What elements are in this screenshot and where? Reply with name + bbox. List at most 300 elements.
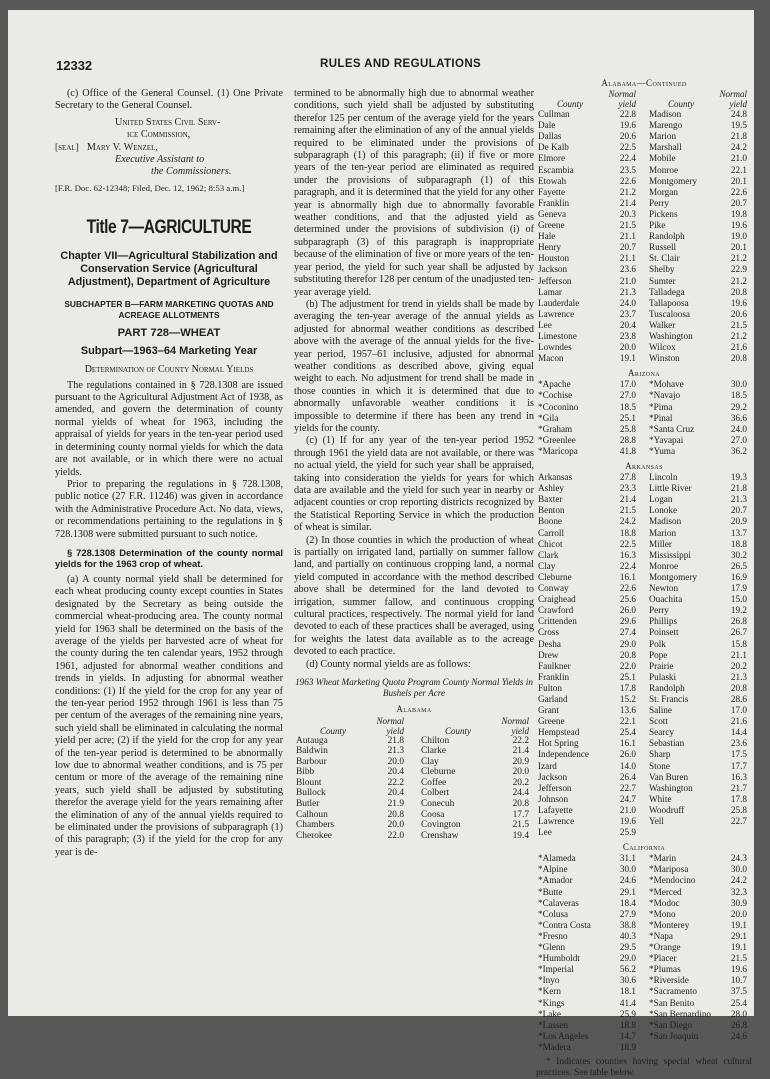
table-column-header: County Normal yield [445, 715, 529, 736]
county-name: Jefferson [538, 275, 572, 286]
table-row [536, 639, 641, 650]
normal-yield-value: 41.4 [619, 997, 636, 1008]
normal-yield-value: 20.8 [619, 649, 636, 660]
county-name: Russell [649, 242, 677, 253]
table-row [536, 772, 641, 783]
table-row [647, 998, 752, 1009]
county-name: Coffee [421, 777, 447, 788]
normal-yield-value: 16.3 [619, 549, 636, 560]
county-name: *San Diego [649, 1019, 693, 1030]
county-name: Cleburne [538, 571, 572, 582]
normal-yield-value: 15.2 [619, 693, 636, 704]
table-row [536, 424, 641, 435]
normal-yield-value: 19.2 [730, 605, 747, 616]
county-name: Randolph [649, 231, 685, 242]
table-row [647, 472, 752, 483]
table-row [647, 424, 752, 435]
table-row [647, 253, 752, 264]
county-name: Crawford [538, 605, 574, 616]
normal-yield-value: 26.4 [619, 771, 636, 782]
county-name: Lowndes [538, 342, 572, 353]
normal-yield-value: 17.0 [619, 379, 636, 390]
table-row [647, 931, 752, 942]
county-name: *Lake [538, 1008, 561, 1019]
county-name: Grant [538, 705, 559, 716]
county-name: St. Francis [649, 693, 689, 704]
normal-yield-value: 18.4 [619, 897, 636, 908]
normal-yield-value: 19.5 [730, 120, 747, 131]
normal-yield-value: 21.5 [619, 220, 636, 231]
county-name: Pike [649, 220, 666, 231]
county-name: Marion [649, 131, 677, 142]
table-row [647, 209, 752, 220]
normal-yield-value: 24.4 [512, 788, 529, 799]
table-row [536, 716, 641, 727]
normal-yield-value: 21.5 [619, 505, 636, 516]
table-row [647, 694, 752, 705]
normal-yield-value: 21.4 [619, 197, 636, 208]
normal-yield-value: 24.2 [619, 516, 636, 527]
table-row [536, 494, 641, 505]
normal-yield-value: 22.5 [619, 142, 636, 153]
county-name: Hempstead [538, 727, 580, 738]
normal-yield-value: 13.7 [730, 527, 747, 538]
state-heading-california: California [622, 842, 666, 853]
county-name: *Alameda [538, 853, 576, 864]
table-row [647, 142, 752, 153]
county-name: *San Bernardino [649, 1008, 712, 1019]
normal-yield-value: 25.1 [619, 412, 636, 423]
county-name: Shelby [649, 264, 675, 275]
county-name: Washington [649, 330, 693, 341]
normal-yield-value: 17.5 [730, 749, 747, 760]
normal-yield-value: 19.6 [730, 297, 747, 308]
county-name: *San Joaquin [649, 1030, 699, 1041]
county-name: *Merced [649, 886, 682, 897]
table-row [419, 831, 534, 842]
county-name: Clay [538, 560, 556, 571]
county-name: Ashley [538, 483, 565, 494]
normal-yield-value: 27.4 [619, 627, 636, 638]
normal-yield-value: 37.5 [730, 986, 747, 997]
county-name: Poinsett [649, 627, 679, 638]
county-name: Montgomery [649, 571, 697, 582]
signature-name: Mary V. Wenzel, [86, 141, 158, 153]
table-row [536, 727, 641, 738]
county-name: *Imperial [538, 964, 574, 975]
normal-yield-value: 22.8 [619, 109, 636, 120]
county-name: White [649, 793, 672, 804]
county-name: Clark [538, 549, 559, 560]
normal-yield-value: 20.7 [730, 505, 747, 516]
table-row [294, 757, 409, 768]
table-row [536, 402, 641, 413]
normal-yield-value: 30.0 [730, 864, 747, 875]
county-name: Prairie [649, 660, 674, 671]
county-name: Monroe [649, 164, 679, 175]
arkansas-table [536, 472, 752, 838]
county-name: *San Benito [649, 997, 695, 1008]
county-name: Lincoln [649, 472, 678, 483]
table-column-header: County Normal yield [557, 89, 636, 110]
normal-yield-value: 19.4 [512, 830, 529, 841]
county-name: *Apache [538, 379, 571, 390]
county-name: Covington [421, 820, 461, 831]
table-row [536, 342, 641, 353]
paragraph-c2: (2) In those counties in which the production of wheat is partially on irrigated land, partially on summer fallow land, and partially on continuous cropping land, a normal yield computed in accordance with the method described above shall be determined for the land devoted to irrigation, summer fallow, and continuous cropping cultural practices, respectively. The normal yield for land devoted to each of these practices shall be averaged, using for weights the latest data available as to the acreage devoted to each practice. [294, 534, 534, 658]
county-name: Bullock [296, 788, 326, 799]
county-name: Searcy [649, 727, 674, 738]
table-row [536, 794, 641, 805]
normal-yield-value: 20.0 [387, 820, 404, 831]
table-row [536, 1020, 641, 1031]
normal-yield-value: 19.1 [619, 353, 636, 364]
normal-yield-value: 25.9 [619, 827, 636, 838]
table-row [647, 650, 752, 661]
county-name: Colbert [421, 788, 450, 799]
table-row [647, 898, 752, 909]
normal-yield-value: 30.0 [619, 864, 636, 875]
table-row [647, 165, 752, 176]
table-row [647, 953, 752, 964]
county-name: Dale [538, 120, 556, 131]
county-name: *Marin [649, 853, 677, 864]
county-name: Johnson [538, 793, 569, 804]
normal-yield-value: 29.6 [619, 616, 636, 627]
normal-yield-value: 21.1 [619, 231, 636, 242]
normal-yield-value: 19.6 [730, 220, 747, 231]
normal-yield-value: 20.8 [730, 682, 747, 693]
normal-yield-value: 30.9 [730, 897, 747, 908]
title-heading: Title 7—AGRICULTURE [86, 216, 252, 238]
county-name: Logan [649, 494, 673, 505]
table-row [647, 627, 752, 638]
normal-yield-value: 20.0 [387, 756, 404, 767]
table-row [536, 264, 641, 275]
county-name: Fayette [538, 186, 566, 197]
county-name: Perry [649, 605, 669, 616]
chapter-heading: Chapter VII—Agricultural Stabilization and Conservation Service (Agricultural Adjustment), Department of Agriculture [60, 249, 278, 288]
county-name: *Kings [538, 997, 565, 1008]
california-table [536, 853, 752, 1053]
table-row [647, 528, 752, 539]
county-name: Ouachita [649, 594, 683, 605]
county-name: Escambia [538, 164, 574, 175]
normal-yield-value: 14.4 [730, 727, 747, 738]
county-name: *Mohave [649, 379, 684, 390]
normal-yield-value: 18.9 [619, 1041, 636, 1052]
table-row [536, 483, 641, 494]
table-row [419, 767, 534, 778]
county-name: Saline [649, 705, 672, 716]
normal-yield-value: 16.1 [619, 738, 636, 749]
normal-yield-value: 22.4 [619, 560, 636, 571]
table-row [536, 209, 641, 220]
section-title: Determination of the county normal yields for the 1963 crop of wheat. [55, 546, 284, 570]
table-row [536, 528, 641, 539]
county-name: Crenshaw [421, 830, 459, 841]
table-row [647, 975, 752, 986]
county-name: Franklin [538, 671, 570, 682]
county-name: Marengo [649, 120, 683, 131]
normal-yield-value: 19.0 [730, 231, 747, 242]
table-row [294, 820, 409, 831]
table-row [647, 187, 752, 198]
table-row [536, 131, 641, 142]
state-heading-arkansas: Arkansas [625, 461, 663, 471]
county-name: Phillips [649, 616, 678, 627]
table-row [536, 198, 641, 209]
state-heading-alabama-continued: Alabama—Continued [601, 78, 687, 88]
county-name: Desha [538, 638, 561, 649]
county-name: Craighead [538, 594, 576, 605]
normal-yield-value: 16.9 [730, 571, 747, 582]
county-name: Winston [649, 353, 680, 364]
table-row [647, 198, 752, 209]
county-name: Chicot [538, 538, 563, 549]
county-name: *Graham [538, 423, 573, 434]
normal-yield-value: 25.1 [619, 671, 636, 682]
table-row [647, 320, 752, 331]
county-name: Madison [649, 516, 682, 527]
table-row [536, 953, 641, 964]
paragraph-a: (a) A county normal yield shall be determined for each wheat producing county except counties in States designated by the Secretary as being outside the commercial wheat-producing area. The county normal yield for 1963 shall be determined on the basis of the average of the yields per harvested acre of wheat for the county during the ten calendar years, 1952 through 1961, adjusted for abnormal weather conditions and trends in yields. In adjusting for abnormal weather conditions: (1) If the yield for the crop for any year of the ten-year period 1952 through 1961 is less than 75 per centum of the averages of the remaining nine years, such yield shall be eliminated in calculating the normal yield per acre; (2) if the yield for the crop for any year of the ten-year period is determined to be abnormally low due to abnormal weather conditions, and is 75 per centum or more of the average of the remaining nine years, such yield shall be adjusted by substituting therefor the average yield for the years remaining after the elimination of any of the annual yields required to be eliminated under the provisions of subparagraph (1) of this paragraph; (3) if the yield for the crop for any year is de- [55, 573, 283, 858]
section-number: § 728.1308 [67, 546, 116, 558]
county-name: *Pima [649, 401, 673, 412]
normal-yield-value: 19.6 [619, 120, 636, 131]
county-name: *Lassen [538, 1019, 569, 1030]
table-row [536, 435, 641, 446]
table-row [419, 736, 534, 747]
county-name: *Napa [649, 930, 673, 941]
table-row [536, 650, 641, 661]
county-name: *Pinal [649, 412, 673, 423]
normal-yield-value: 23.6 [730, 738, 747, 749]
table-row [536, 864, 641, 875]
normal-yield-value: 20.9 [512, 756, 529, 767]
table-row [647, 120, 752, 131]
state-heading-alabama: Alabama [396, 704, 432, 715]
county-name: Lonoke [649, 505, 678, 516]
table-row [294, 736, 409, 747]
county-name: *Gila [538, 412, 559, 423]
table-caption: 1963 Wheat Marketing Quota Program County Normal Yields in Bushels per Acre [295, 677, 533, 699]
normal-yield-value: 24.0 [619, 297, 636, 308]
normal-yield-value: 30.2 [730, 549, 747, 560]
normal-yield-value: 15.8 [730, 638, 747, 649]
table-row [419, 799, 534, 810]
table-row [536, 142, 641, 153]
table-row [536, 887, 641, 898]
table-row [536, 231, 641, 242]
normal-yield-value: 15.0 [730, 594, 747, 605]
county-name: *Fresno [538, 930, 568, 941]
normal-yield-value: 21.4 [512, 746, 529, 757]
normal-yield-value: 22.7 [730, 816, 747, 826]
normal-yield-value: 20.0 [619, 342, 636, 353]
paragraph-c1: (c) (1) If for any year of the ten-year period 1952 through 1961 the yield data are not available, or there was no actual yield, the yield for such year shall be appraised, taking into consideration the yields for years for which data are available and the yield for such year in nearby or adjacent counties or crop reporting districts recognized by the Statistical Reporting Service in which the production of wheat is similar. [294, 435, 534, 534]
seal-mark: [seal] [55, 142, 79, 153]
normal-yield-value: 22.2 [387, 777, 404, 788]
table-row [647, 672, 752, 683]
signature-agency-line-2: ice Commission, [127, 129, 191, 141]
table-row [647, 402, 752, 413]
county-name: Greene [538, 716, 565, 727]
county-name: Cross [538, 627, 559, 638]
table-row [647, 727, 752, 738]
paragraph-c-general-counsel: (c) Office of the General Counsel. (1) One Private Secretary to the General Counsel. [55, 88, 283, 112]
normal-yield-value: 20.6 [730, 308, 747, 319]
normal-yield-value: 21.8 [730, 131, 747, 142]
table-row [536, 805, 641, 816]
county-name: Miller [649, 538, 672, 549]
county-name: Lafayette [538, 804, 573, 815]
county-name: Coosa [421, 809, 445, 820]
normal-yield-value: 28.8 [619, 434, 636, 445]
table-row [647, 435, 752, 446]
table-row [647, 287, 752, 298]
normal-yield-value: 18.8 [619, 527, 636, 538]
normal-yield-value: 21.2 [730, 253, 747, 264]
county-name: Little River [649, 483, 692, 494]
normal-yield-value: 25.8 [619, 423, 636, 434]
table-row [647, 716, 752, 727]
county-name: Walker [649, 319, 676, 330]
normal-yield-value: 21.3 [387, 746, 404, 757]
table-row [419, 778, 534, 789]
county-name: Lamar [538, 286, 562, 297]
normal-yield-value: 20.8 [730, 353, 747, 364]
county-name: Morgan [649, 186, 678, 197]
table-row [647, 816, 752, 827]
county-name: Drew [538, 649, 559, 660]
county-name: Cleburne [421, 767, 456, 778]
normal-yield-value: 26.0 [619, 605, 636, 616]
table-row [294, 746, 409, 757]
table-row [536, 1009, 641, 1020]
county-name: *Coconino [538, 401, 579, 412]
table-row [647, 772, 752, 783]
table-row [647, 605, 752, 616]
county-name: Washington [649, 782, 693, 793]
normal-yield-value: 21.2 [730, 330, 747, 341]
normal-yield-value: 10.7 [730, 975, 747, 986]
table-row [647, 783, 752, 794]
normal-yield-value: 21.5 [512, 820, 529, 831]
table-row [536, 942, 641, 953]
county-name: Baldwin [296, 746, 328, 757]
table-row [536, 627, 641, 638]
normal-yield-value: 21.0 [730, 153, 747, 164]
normal-yield-value: 17.9 [730, 583, 747, 594]
table-row [647, 1020, 752, 1031]
table-row [647, 738, 752, 749]
normal-yield-value: 27.0 [730, 434, 747, 445]
normal-yield-value: 21.8 [387, 735, 404, 746]
normal-yield-value: 23.8 [619, 330, 636, 341]
table-row [647, 887, 752, 898]
table-row [647, 639, 752, 650]
county-name: Autauga [296, 735, 328, 746]
normal-yield-value: 21.3 [619, 286, 636, 297]
county-name: Lawrence [538, 308, 575, 319]
county-name: Limestone [538, 330, 577, 341]
normal-yield-value: 21.1 [730, 649, 747, 660]
normal-yield-value: 19.1 [730, 942, 747, 953]
normal-yield-value: 20.6 [619, 131, 636, 142]
normal-yield-value: 25.6 [619, 594, 636, 605]
county-name: Independence [538, 749, 590, 760]
normal-yield-value: 22.1 [730, 164, 747, 175]
county-name: *Cochise [538, 390, 573, 401]
table-row [536, 446, 641, 457]
normal-yield-value: 18.5 [619, 401, 636, 412]
table-row [647, 264, 752, 275]
county-name: *Colusa [538, 908, 569, 919]
table-row [536, 594, 641, 605]
table-row [419, 810, 534, 821]
yield-table-left [294, 736, 409, 842]
county-name: Pulaski [649, 671, 677, 682]
normal-yield-value: 18.1 [619, 986, 636, 997]
county-name: Mississippi [649, 549, 691, 560]
table-row [536, 583, 641, 594]
normal-yield-value: 24.8 [730, 109, 747, 120]
normal-yield-value: 21.9 [387, 799, 404, 810]
normal-yield-value: 21.3 [730, 671, 747, 682]
table-row [647, 964, 752, 975]
normal-yield-value: 56.2 [619, 964, 636, 975]
normal-yield-value: 23.6 [619, 264, 636, 275]
county-name: *Modoc [649, 897, 680, 908]
normal-yield-value: 24.6 [730, 1030, 747, 1041]
table-row [536, 109, 641, 120]
table-row [536, 413, 641, 424]
county-name: De Kalb [538, 142, 569, 153]
normal-yield-value: 29.2 [730, 401, 747, 412]
table-row [647, 413, 752, 424]
county-name: Lauderdale [538, 297, 580, 308]
table-row [647, 875, 752, 886]
county-name: *Glenn [538, 942, 566, 953]
normal-yield-value: 29.1 [619, 886, 636, 897]
table-row [647, 516, 752, 527]
table-row [647, 1009, 752, 1020]
table-row [536, 931, 641, 942]
column-2 [294, 88, 534, 841]
county-name: Sharp [649, 749, 671, 760]
table-row [536, 220, 641, 231]
normal-yield-value: 20.4 [387, 767, 404, 778]
county-name: Benton [538, 505, 565, 516]
normal-yield-value: 22.0 [387, 830, 404, 841]
table-row [647, 1031, 752, 1042]
table-row [647, 342, 752, 353]
table-row [536, 120, 641, 131]
part-heading: PART 728—WHEAT [117, 326, 221, 339]
normal-yield-value: 22.2 [512, 735, 529, 746]
normal-yield-value: 20.4 [619, 319, 636, 330]
normal-yield-value: 26.5 [730, 560, 747, 571]
table-row [536, 964, 641, 975]
table-row [536, 331, 641, 342]
county-name: *Calaveras [538, 897, 579, 908]
table-row [536, 827, 641, 838]
normal-yield-value: 36.2 [730, 445, 747, 456]
county-name: *Greenlee [538, 434, 576, 445]
normal-yield-value: 21.3 [730, 494, 747, 505]
normal-yield-value: 31.1 [619, 853, 636, 864]
